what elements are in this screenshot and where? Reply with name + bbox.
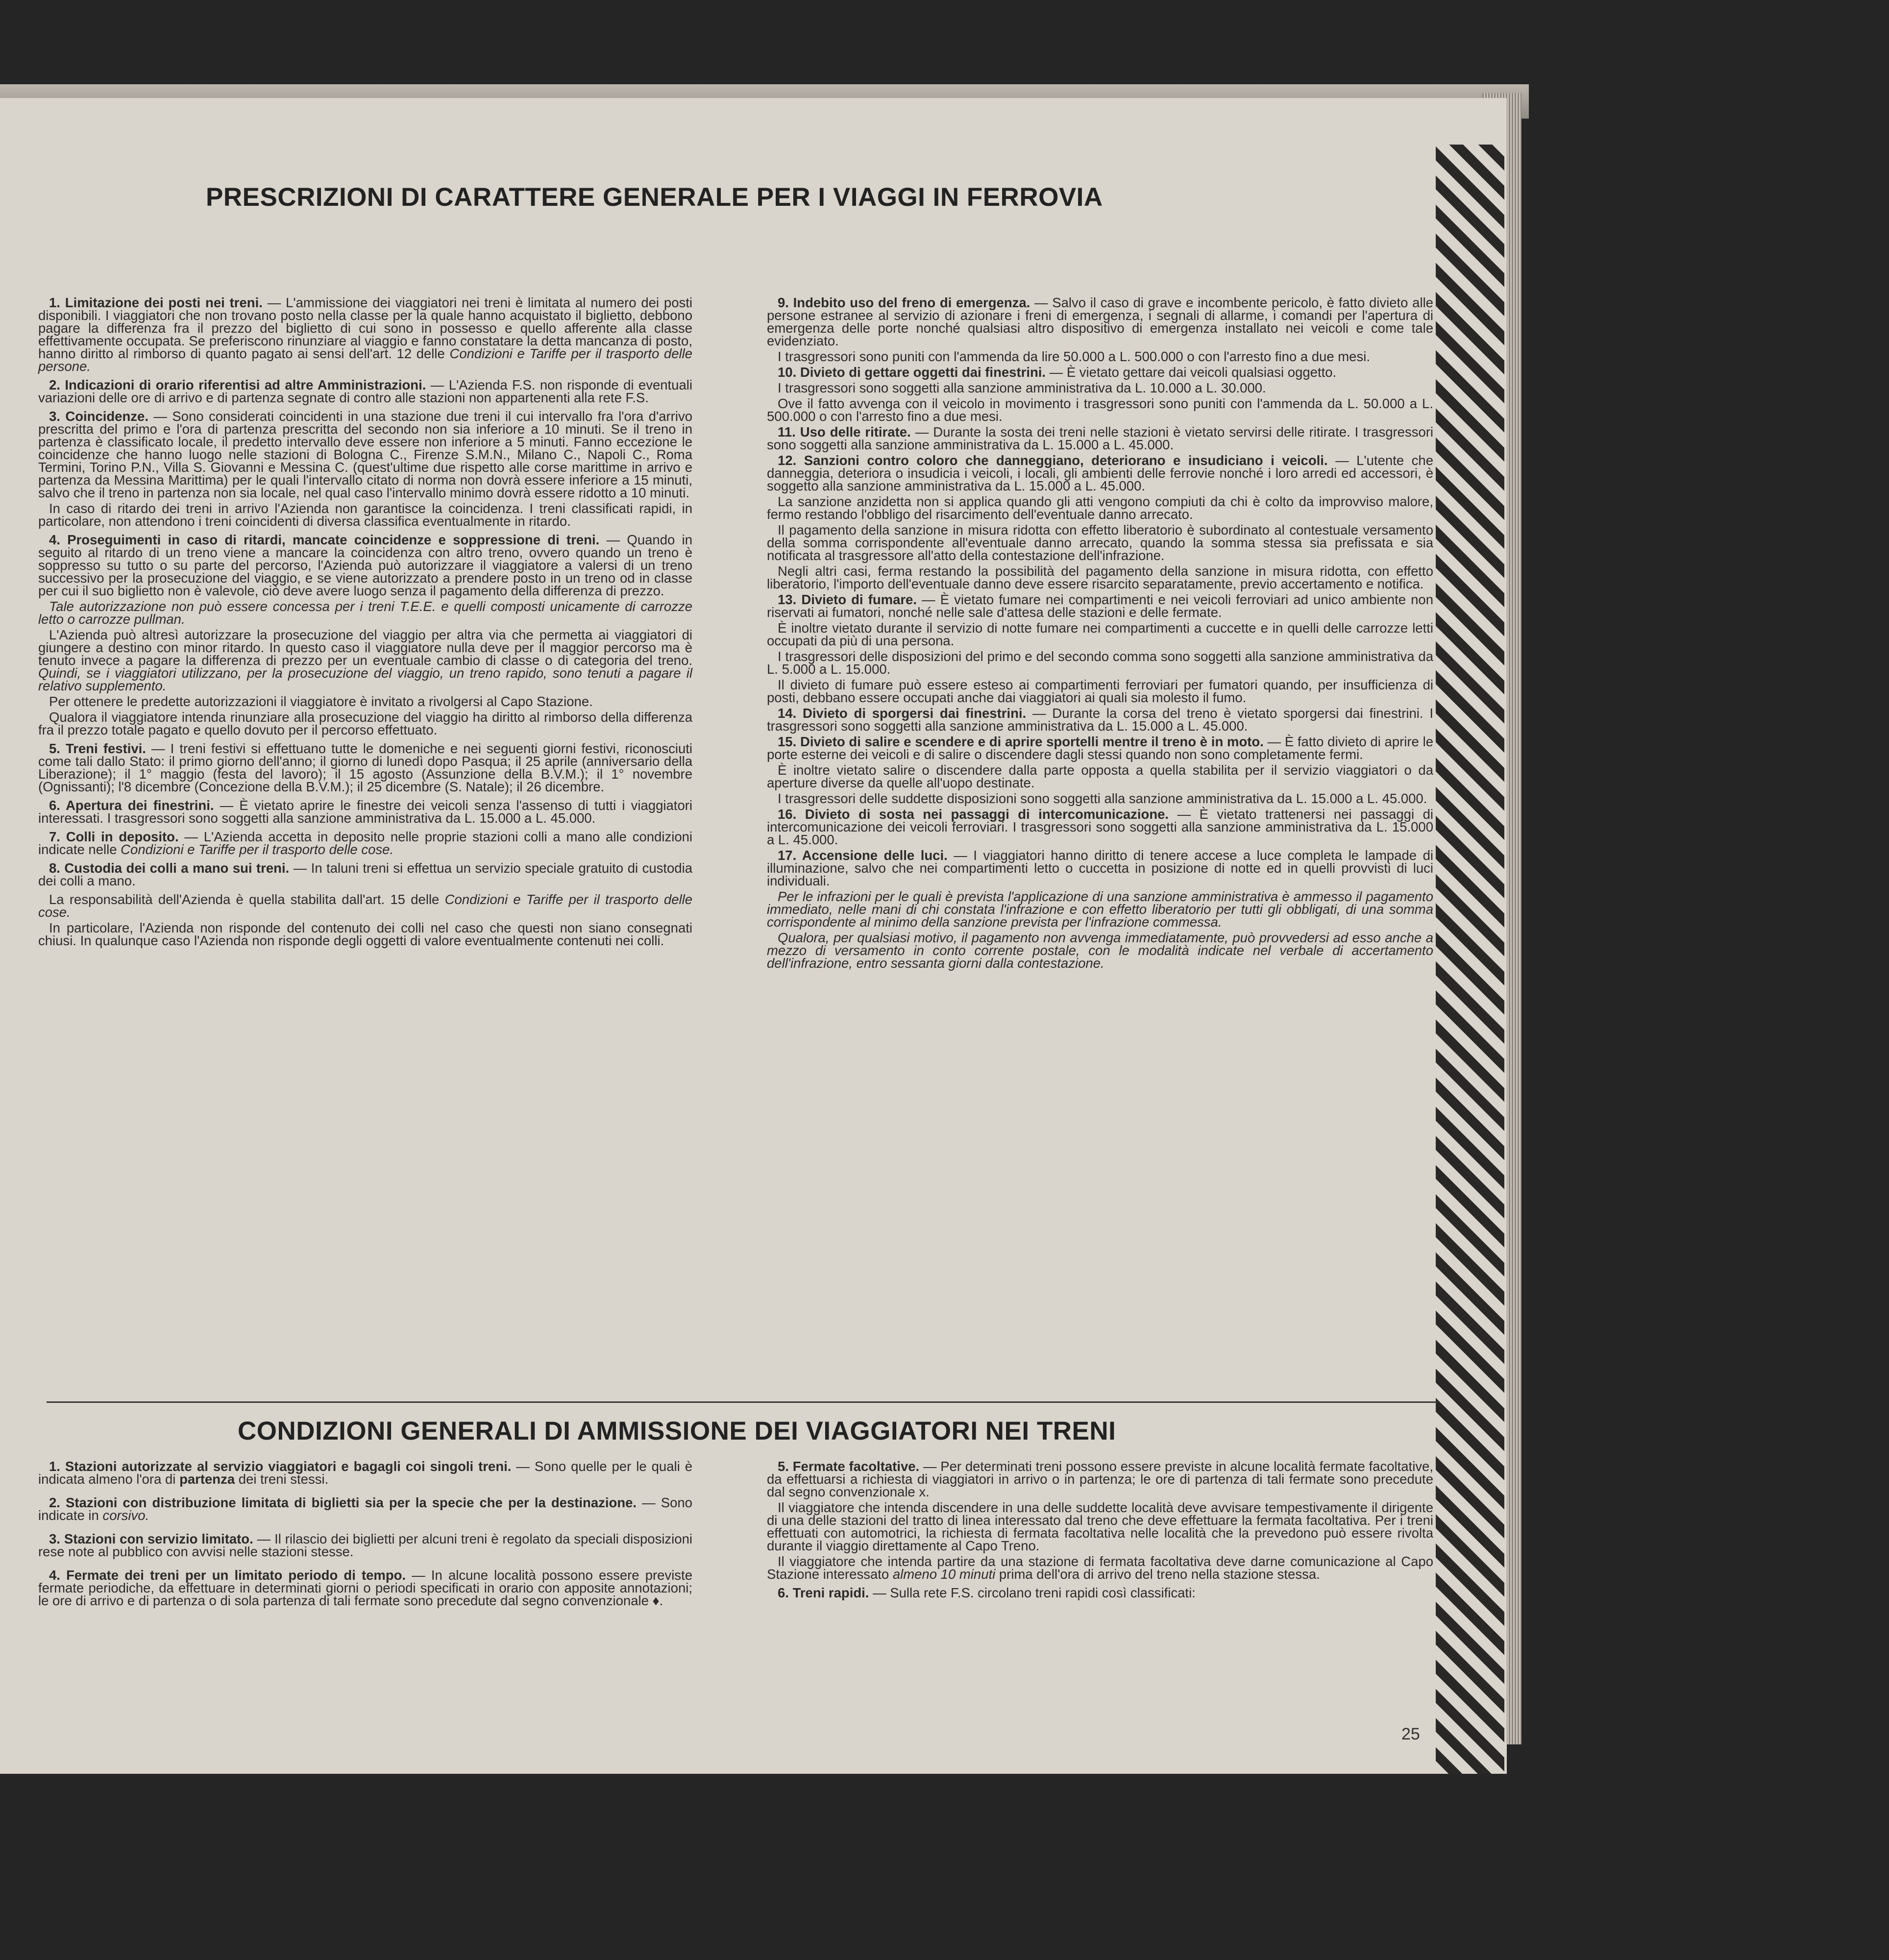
article-11: 11. Uso delle ritirate. — Durante la sosta dei treni nelle stazioni è vietato servirsi delle ritirate. I trasgressori sono soggetti alla sanzione amministrativa da L. 15.000 a L. 45.000. <box>767 424 1434 452</box>
note-italic: Qualora, per qualsiasi motivo, il pagamento non avvenga immediatamente, può provvedersi ad esso anche a mezzo di versamento in conto corrente postale, con le modalità indicate nel verbale di accertamento dell'infrazione, entro sessanta giorni dalla contestazione. <box>767 930 1433 971</box>
condition-3: 3. Stazioni con servizio limitato. — Il rilascio dei biglietti per alcuni treni è regolato da speciali disposizioni rese note al pubblico con avvisi nelle stazioni stesse. <box>38 1531 692 1559</box>
article-15-paragraph: I trasgressori delle suddette disposizioni sono soggetti alla sanzione amministrativa da L. 15.000 a L. 45.000. <box>778 791 1427 806</box>
article-14: 14. Divieto di sporgersi dai finestrini. — Durante la corsa del treno è vietato sporgersi dai finestrini. I trasgressori sono soggetti alla sanzione amministrativa da L. 15.000 a L. 45.000. <box>767 706 1433 734</box>
article-7: 7. Colli in deposito. — L'Azienda accetta in deposito nelle proprie stazioni colli a mano alle condizioni indicate nelle Condizioni e Tariffe per il trasporto delle cose. <box>38 829 693 857</box>
condition-1: 1. Stazioni autorizzate al servizio viaggiatori e bagagli coi singoli treni. — Sono quelle per le quali è indicata almeno l'ora di partenza dei treni stessi. <box>38 1459 693 1487</box>
article-12: 12. Sanzioni contro coloro che danneggiano, deteriorano e insudiciano i veicoli. — L'utente che danneggia, deteriora o insudicia i veicoli, i locali, gli ambienti delle ferrovie nonché i loro arredi ed accessori, è soggetto alla sanzione amministrativa da L. 15.000 a L. 45.000. <box>767 453 1433 493</box>
article-13-paragraph: I trasgressori delle disposizioni del primo e del secondo comma sono soggetti alla sanzione amministrativa da L. 5.000 a L. 15.000. <box>767 649 1433 677</box>
article-13: 13. Divieto di fumare. — È vietato fumare nei compartimenti e nei veicoli ferroviari ad unico ambiente non riservati ai fumatori, nonché nelle sale d'attesa delle stazioni e delle fermate. <box>767 592 1433 620</box>
article-12-paragraph: Il pagamento della sanzione in misura ridotta con effetto liberatorio è subordinato al contestuale versamento della somma corrispondente all'eventuale danno arrecato, quando la somma stessa sia prefissata e sia notificata al trasgressore all'atto della contestazione dell'infrazione. <box>767 522 1433 563</box>
article-13-paragraph: Il divieto di fumare può essere esteso ai compartimenti ferroviari per fumatori quando, per insufficienza di posti, debbano essere occupati anche dai viaggiatori ai quali sia molesto il fumo. <box>767 677 1433 705</box>
article-4-italic-note: Tale autorizzazione non può essere concessa per i treni T.E.E. e quelli composti unicamente di carrozze letto o carrozze pullman. <box>38 599 692 627</box>
note-italic: Per le infrazioni per le quali è prevista l'applicazione di una sanzione amministrativa è ammesso il pagamento immediato, nelle mani di chi constata l'infrazione e con effetto liberatorio per tutti gli obbligati, di una somma corrispondente al minimo della sanzione prevista per l'infrazione commessa. <box>767 889 1433 930</box>
article-4-paragraph: L'Azienda può altresì autorizzare la prosecuzione del viaggio per altra via che permetta ai viaggiatori di giungere a destino con minor ritardo. In questo caso il viaggiatore nulla deve per il maggior percorso ma è tenuto invece a pagare la differenza di prezzo per un eventuale cambio di classe o di categoria del treno. Quindi, se i viaggiatori utilizzano, per la prosecuzione del viaggio, un treno rapido, sono tenuti a pagare il relativo supplemento. <box>38 627 692 693</box>
article-15: 15. Divieto di salire e scendere e di aprire sportelli mentre il treno è in moto. — È fatto divieto di aprire le porte esterne dei veicoli e di salire o discendere dagli stessi quando non sono completamente fermi. <box>767 734 1433 762</box>
article-15-paragraph: È inoltre vietato salire o discendere dalla parte opposta a quella stabilita per il servizio viaggiatori o da aperture diverse da quelle all'uopo destinate. <box>767 762 1433 790</box>
column-bottom-right <box>767 1460 1433 1602</box>
condition-4: 4. Fermate dei treni per un limitato periodo di tempo. — In alcune località possono essere previste fermate periodiche, da effettuare in determinati giorni o periodi specificati in orario con apposite annotazioni; le ore di arrivo e di partenza o di sola partenza di tali fermate sono precedute dal segno convenzionale ♦. <box>38 1568 692 1608</box>
condition-5: 5. Fermate facoltative. — Per determinati treni possono essere previste in alcune località fermate facoltative, da effettuarsi a richiesta di viaggiatori in arrivo o in partenza; le ore di partenza di tali fermate sono precedute dal segno convenzionale x. <box>767 1459 1433 1499</box>
article-9: 9. Indebito uso del freno di emergenza. — Salvo il caso di grave e incombente pericolo, è fatto divieto alle persone estranee al servizio di azionare i freni di emergenza, i segnali di allarme, i comandi per l'apertura di emergenza delle porte nonché qualsiasi altro dispositivo di emergenza installato nei veicoli e come tale evidenziato. <box>767 295 1433 348</box>
article-8-paragraph: La responsabilità dell'Azienda è quella stabilita dall'art. 15 delle Condizioni e Tariffe per il trasporto delle cose. <box>38 892 693 920</box>
article-10-paragraph: I trasgressori sono soggetti alla sanzione amministrativa da L. 10.000 a L. 30.000. <box>778 380 1266 395</box>
condition-6: 6. Treni rapidi. — Sulla rete F.S. circolano treni rapidi così classificati: <box>778 1585 1196 1600</box>
article-5: 5. Treni festivi. — I treni festivi si effettuano tutte le domeniche e nei seguenti giorni festivi, riconosciuti come tali dallo Stato: il primo giorno dell'anno; il giorno di lunedì dopo Pasqua; il 25 aprile (anniversario della Liberazione); il 1° maggio (festa del lavoro); il 15 agosto (Assunzione della B.V.M.); il 1° novembre (Ognissanti); l'8 dicembre (Concezione della B.V.M.); il 25 dicembre (S. Natale); il 26 dicembre. <box>38 741 692 794</box>
hatch-margin-stripes <box>1436 145 1504 1774</box>
timetable-page <box>0 98 1507 1774</box>
column-top-left <box>38 296 692 950</box>
column-top-right <box>767 296 1433 973</box>
article-8-paragraph: In particolare, l'Azienda non risponde del contenuto dei colli nel caso che questi non siano consegnati chiusi. In qualunque caso l'Azienda non risponde degli oggetti di valore eventualmente contenuti nei colli. <box>38 920 692 948</box>
article-16: 16. Divieto di sosta nei passaggi di intercomunicazione. — È vietato trattenersi nei passaggi di intercomunicazione dei veicoli ferroviari. I trasgressori sono soggetti alla sanzione amministrativa da L. 15.000 a L. 45.000. <box>767 807 1433 847</box>
article-13-paragraph: È inoltre vietato durante il servizio di notte fumare nei compartimenti a cuccette e in quelli delle carrozze letti occupati da più di una persona. <box>767 620 1433 648</box>
page-number: 25 <box>1401 1725 1420 1743</box>
article-2: 2. Indicazioni di orario riferentisi ad altre Amministrazioni. — L'Azienda F.S. non risponde di eventuali variazioni delle ore di arrivo e di partenza segnate di contro alle stazioni non appartenenti alla rete F.S. <box>38 377 692 405</box>
condition-2: 2. Stazioni con distribuzione limitata di biglietti sia per la specie che per la destinazione. — Sono indicate in corsivo. <box>38 1495 692 1523</box>
condition-5-paragraph: Il viaggiatore che intenda discendere in una delle suddette località deve avvisare tempestivamente il dirigente di una delle stazioni del tratto di linea interessato dal treno che deve effettuare la fermata facoltativa. Per i treni effettuati con automotrici, la richiesta di fermata facoltativa nelle località che la prevedono può essere rivolta durante il viaggio direttamente al Capo Treno. <box>767 1500 1433 1553</box>
article-10-paragraph: Ove il fatto avvenga con il veicolo in movimento i trasgressori sono puniti con l'ammenda da L. 50.000 a L. 500.000 o con l'arresto fino a due mesi. <box>767 396 1433 424</box>
article-4-paragraph: Qualora il viaggiatore intenda rinunziare alla prosecuzione del viaggio ha diritto al rimborso della differenza fra il prezzo totale pagato e quello dovuto per il percorso effettuato. <box>38 710 692 737</box>
article-12-paragraph: La sanzione anzidetta non si applica quando gli atti vengono compiuti da chi è colto da improvviso malore, fermo restando l'obbligo del risarcimento dell'eventuale danno arrecato. <box>767 494 1433 522</box>
article-8: 8. Custodia dei colli a mano sui treni. — In taluni treni si effettua un servizio speciale gratuito di custodia dei colli a mano. <box>38 860 693 888</box>
section-title-admission-conditions: CONDIZIONI GENERALI DI AMMISSIONE DEI VIAGGIATORI NEI TRENI <box>238 1417 1116 1446</box>
condition-5-paragraph: Il viaggiatore che intenda partire da una stazione di fermata facoltativa deve darne comunicazione al Capo Stazione interessato almeno 10 minuti prima dell'ora di arrivo del treno nella stazione stessa. <box>767 1554 1433 1582</box>
section-divider <box>47 1401 1438 1403</box>
article-3-paragraph: In caso di ritardo dei treni in arrivo l'Azienda non garantisce la coincidenza. I treni classificati rapidi, in particolare, non attendono i treni coincidenti di diversa classifica eventualmente in ritardo. <box>38 501 692 529</box>
article-4-paragraph: Per ottenere le predette autorizzazioni il viaggiatore è invitato a rivolgersi al Capo Stazione. <box>49 694 593 709</box>
article-17: 17. Accensione delle luci. — I viaggiatori hanno diritto di tenere accese a luce completa le lampade di illuminazione, salvo che nei compartimenti letto o cuccetta in posizione di notte ed in quelli provvisti di luci individuali. <box>767 848 1433 888</box>
article-12-paragraph: Negli altri casi, ferma restando la possibilità del pagamento della sanzione in misura ridotta, con effetto liberatorio, l'importo dell'eventuale danno deve essere risarcito separatamente, previo accertamento e notifica. <box>767 564 1433 591</box>
article-4: 4. Proseguimenti in caso di ritardi, mancate coincidenze e soppressione di treni. — Quando in seguito al ritardo di un treno viene a mancare la coincidenza con altro treno, ovvero quando un treno è soppresso su tutto o su parte del percorso, l'Azienda può autorizzare il viaggiatore a valersi di un treno successivo per la prosecuzione del viaggio, e se viene autorizzato a prendere posto in un treno od in classe per cui il suo biglietto non è valevole, ciò deve avere luogo senza il pagamento della differenza di prezzo. <box>38 532 693 598</box>
article-1: 1. Limitazione dei posti nei treni. — L'ammissione dei viaggiatori nei treni è limitata al numero dei posti disponibili. I viaggiatori che non trovano posto nella classe per la quale hanno acquistato il biglietto, debbono pagare la differenza fra il prezzo del biglietto di cui sono in possesso e quello afferente alla classe effettivamente occupata. Se preferiscono rinunziare al viaggio e fanno constatare la detta mancanza di posto, hanno diritto al rimborso di quanto pagato ai sensi dell'art. 12 delle Condizioni e Tariffe per il trasporto delle persone. <box>38 295 693 374</box>
article-3: 3. Coincidenze. — Sono considerati coincidenti in una stazione due treni il cui intervallo fra l'ora d'arrivo prescritta del primo e l'ora di partenza prescritta del secondo non sia inferiore a 10 minuti. Se il treno in partenza è classificato locale, il predetto intervallo deve essere non inferiore a 5 minuti. Fanno eccezione le coincidenze che hanno luogo nelle stazioni di Bologna C., Firenze S.M.N., Milano C., Napoli C., Roma Termini, Torino P.N., Villa S. Giovanni e Messina C. (quest'ultime due rispetto alle corse marittime in arrivo e partenza da Messina Marittima) per le quali l'intervallo citato di norma non dovrà essere inferiore a 15 minuti, salvo che il treno in partenza non sia locale, nel qual caso l'intervallo minimo dovrà essere ridotto a 10 minuti. <box>38 409 692 500</box>
article-6: 6. Apertura dei finestrini. — È vietato aprire le finestre dei veicoli senza l'assenso di tutti i viaggiatori interessati. I trasgressori sono soggetti alla sanzione amministrativa da L. 15.000 a L. 45.000. <box>38 798 693 826</box>
section-title-general-prescriptions: PRESCRIZIONI DI CARATTERE GENERALE PER I VIAGGI IN FERROVIA <box>206 183 1103 212</box>
article-9-paragraph: I trasgressori sono puniti con l'ammenda da lire 50.000 a L. 500.000 o con l'arresto fino a due mesi. <box>778 349 1370 364</box>
column-bottom-left <box>38 1460 692 1610</box>
article-10: 10. Divieto di gettare oggetti dai finestrini. — È vietato gettare dai veicoli qualsiasi oggetto. <box>778 365 1337 380</box>
